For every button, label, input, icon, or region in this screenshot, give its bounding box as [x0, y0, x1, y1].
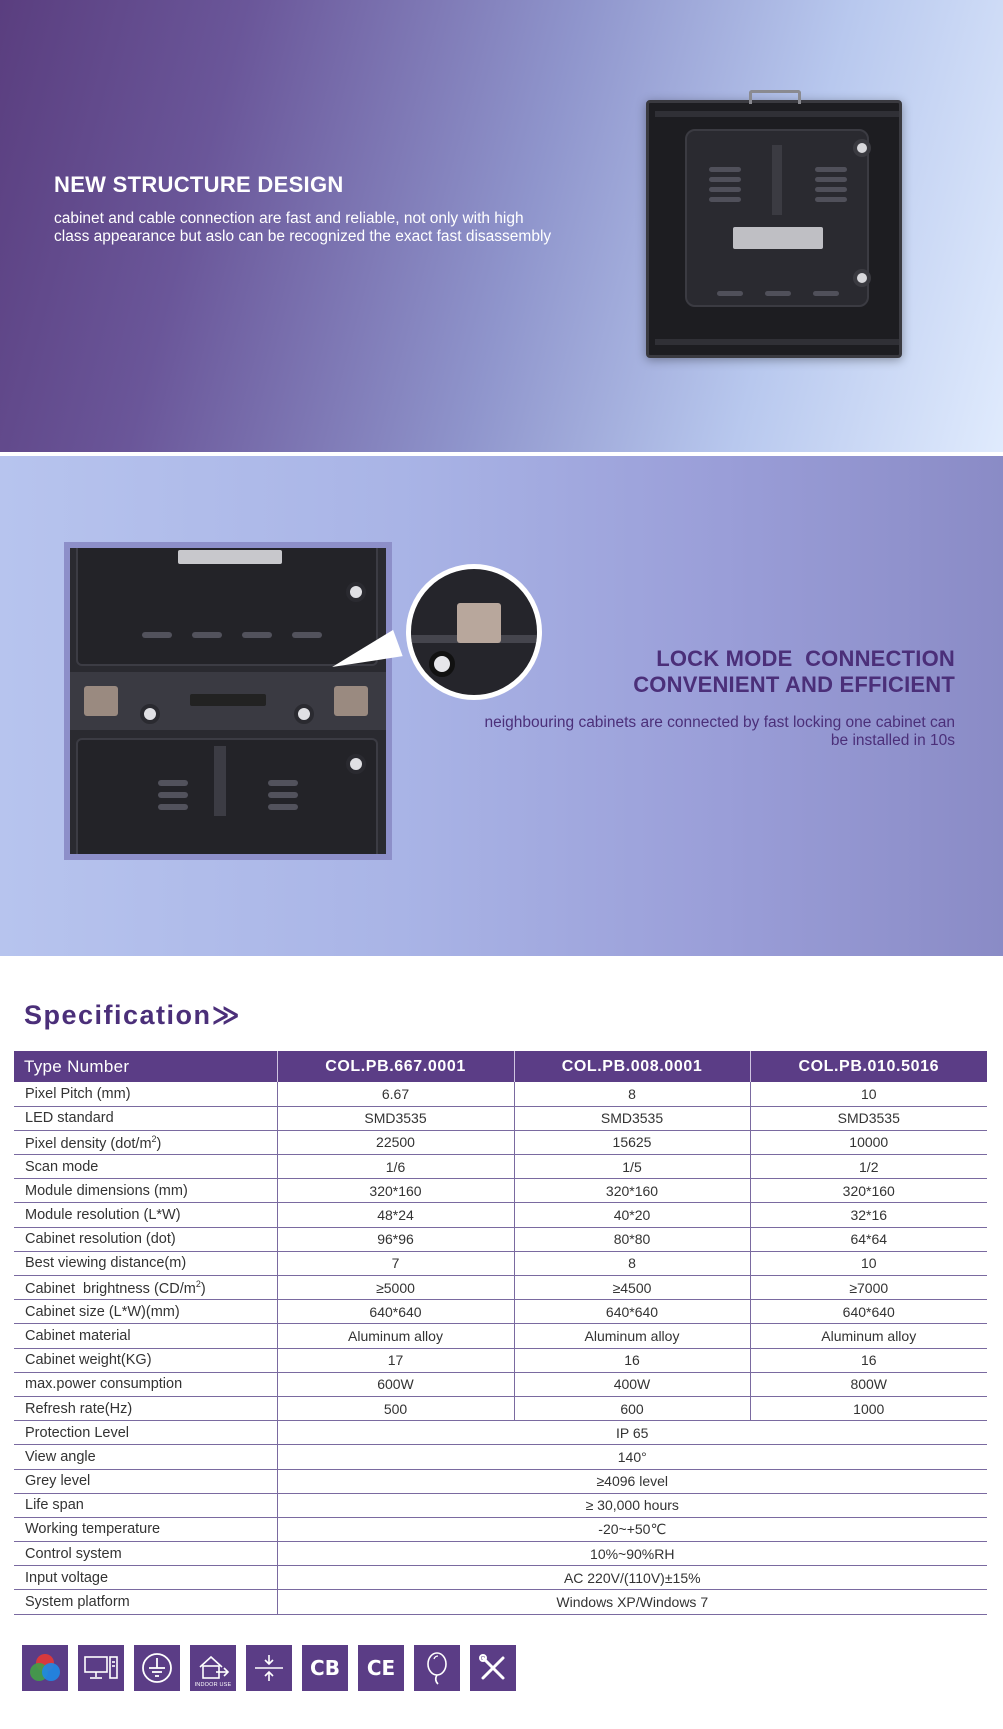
spec-row-value: 600 — [514, 1396, 750, 1420]
cabinet-screw-bottom — [853, 269, 871, 287]
ground-earth-icon — [134, 1645, 180, 1691]
tools-icon — [470, 1645, 516, 1691]
header-model-1: COL.PB.667.0001 — [277, 1051, 514, 1082]
spec-row — [14, 1106, 987, 1130]
spec-row-value: 1/6 — [277, 1155, 514, 1179]
spec-row — [14, 1348, 987, 1372]
spec-row-label: Cabinet material — [14, 1324, 277, 1348]
spec-row-value: 400W — [514, 1372, 750, 1396]
spec-row — [14, 1566, 987, 1590]
spec-row-label: Pixel density $(dot/m^2)$ — [14, 1130, 277, 1154]
spec-row-value: Windows XP/Windows 7 — [277, 1590, 987, 1614]
spec-row-label: Module resolution (L*W) — [14, 1203, 277, 1227]
rgb-color-icon — [22, 1645, 68, 1691]
spec-row-value: 320*160 — [277, 1179, 514, 1203]
cb-label: CB — [310, 1656, 340, 1680]
spec-row-value: ≥4500 — [514, 1276, 750, 1300]
spec-row-value: -20~+50℃ — [277, 1517, 987, 1541]
spec-row-label: max.power consumption — [14, 1372, 277, 1396]
lower-cabinet — [76, 738, 378, 854]
spec-row-value: SMD3535 — [277, 1106, 514, 1130]
cabinet-bottom-rail — [655, 339, 899, 345]
spec-row-label: Cabinet resolution (dot) — [14, 1227, 277, 1251]
spec-row-value: 10%~90%RH — [277, 1542, 987, 1566]
spec-row-value: 16 — [514, 1348, 750, 1372]
spec-row — [14, 1203, 987, 1227]
spec-row — [14, 1590, 987, 1614]
lock-heading-line2: CONVENIENT AND EFFICIENT — [633, 672, 955, 697]
indoor-use-label: INDOOR USE — [194, 1682, 232, 1688]
lock-heading-line1: LOCK MODE CONNECTION — [656, 646, 955, 671]
lock-heading — [435, 646, 955, 698]
spec-row-label: Protection Level — [14, 1421, 277, 1445]
spec-row-value: 15625 — [514, 1130, 750, 1154]
spec-row-value: 64*64 — [750, 1227, 987, 1251]
latch-left — [84, 686, 118, 716]
spec-row-label: Cabinet brightness $(CD/m^2)$ — [14, 1276, 277, 1300]
spec-row-value: 140° — [277, 1445, 987, 1469]
spec-row — [14, 1324, 987, 1348]
spec-row-label: Grey level — [14, 1469, 277, 1493]
spec-row-label: Working temperature — [14, 1517, 277, 1541]
lock-mode-banner — [0, 456, 1003, 956]
spec-row-value: Aluminum alloy — [514, 1324, 750, 1348]
spec-row-label: Best viewing distance(m) — [14, 1251, 277, 1275]
spec-row — [14, 1517, 987, 1541]
spec-row-value: 320*160 — [514, 1179, 750, 1203]
spec-row — [14, 1130, 987, 1154]
lock-bar — [70, 672, 386, 730]
spec-row-value: 800W — [750, 1372, 987, 1396]
spec-row-value: 640*640 — [277, 1300, 514, 1324]
header-model-2: COL.PB.008.0001 — [514, 1051, 750, 1082]
spec-row-value: 600W — [277, 1372, 514, 1396]
spec-row-value: 1/5 — [514, 1155, 750, 1179]
cabinet-connection-photo — [64, 542, 392, 860]
spec-row-value: 96*96 — [277, 1227, 514, 1251]
spec-row-value: 22500 — [277, 1130, 514, 1154]
spec-row-label: Refresh rate(Hz) — [14, 1396, 277, 1420]
spec-row-value: 17 — [277, 1348, 514, 1372]
spec-row — [14, 1179, 987, 1203]
structure-design-banner — [0, 0, 1003, 452]
structure-heading: NEW STRUCTURE DESIGN — [54, 172, 344, 197]
indoor-use-icon — [190, 1645, 236, 1691]
spec-row-value: 640*640 — [750, 1300, 987, 1324]
spec-row-label: View angle — [14, 1445, 277, 1469]
latch-right — [334, 686, 368, 716]
spec-row-value: 80*80 — [514, 1227, 750, 1251]
spec-row-value: ≥7000 — [750, 1276, 987, 1300]
spec-row-value: 10 — [750, 1251, 987, 1275]
spec-row — [14, 1251, 987, 1275]
spec-row-value: SMD3535 — [514, 1106, 750, 1130]
spec-row-value: 40*20 — [514, 1203, 750, 1227]
cabinet-panel — [685, 129, 869, 307]
spec-row — [14, 1542, 987, 1566]
spec-row-value: 640*640 — [514, 1300, 750, 1324]
spec-row-label: LED standard — [14, 1106, 277, 1130]
spec-row-label: Scan mode — [14, 1155, 277, 1179]
spec-row — [14, 1372, 987, 1396]
ce-label: CE — [366, 1656, 396, 1680]
spec-row-value: 10 — [750, 1082, 987, 1106]
upper-cabinet — [76, 548, 378, 666]
feature-icons — [22, 1645, 516, 1691]
cabinet-back-image — [646, 100, 902, 358]
structure-description: cabinet and cable connection are fast and reliable, not only with high class appearance but aslo can be recognized the exact fast disassembly — [54, 210, 552, 245]
spec-row-value: ≥4096 level — [277, 1469, 987, 1493]
spec-row-value: 1/2 — [750, 1155, 987, 1179]
spec-row-label: System platform — [14, 1590, 277, 1614]
display-computer-icon — [78, 1645, 124, 1691]
cabinet-handle — [749, 90, 801, 104]
header-type-number: Type Number — [14, 1051, 277, 1082]
spec-row-value: 500 — [277, 1396, 514, 1420]
spec-row-value: ≥ 30,000 hours — [277, 1493, 987, 1517]
spec-row-label: Life span — [14, 1493, 277, 1517]
spec-row-label: Module dimensions (mm) — [14, 1179, 277, 1203]
spec-row-value: Aluminum alloy — [277, 1324, 514, 1348]
spec-header-row — [14, 1051, 987, 1082]
spec-row-value: SMD3535 — [750, 1106, 987, 1130]
spec-row-label: Pixel Pitch (mm) — [14, 1082, 277, 1106]
spec-row-value: 6.67 — [277, 1082, 514, 1106]
spec-row — [14, 1421, 987, 1445]
cb-certification-icon — [302, 1645, 348, 1691]
spec-row-value: 32*16 — [750, 1203, 987, 1227]
spec-row — [14, 1445, 987, 1469]
spec-row-value: ≥5000 — [277, 1276, 514, 1300]
balloon-icon — [414, 1645, 460, 1691]
spec-row-value: 10000 — [750, 1130, 987, 1154]
spec-row-value: 320*160 — [750, 1179, 987, 1203]
spec-row-value: AC 220V/(110V)±15% — [277, 1566, 987, 1590]
spec-row-value: 1000 — [750, 1396, 987, 1420]
spec-row-label: Cabinet weight(KG) — [14, 1348, 277, 1372]
spec-row-value: 8 — [514, 1082, 750, 1106]
spec-row-value: Aluminum alloy — [750, 1324, 987, 1348]
spec-row-label: Input voltage — [14, 1566, 277, 1590]
spec-row — [14, 1300, 987, 1324]
spec-row-label: Control system — [14, 1542, 277, 1566]
cabinet-label — [733, 227, 823, 249]
spec-row-value: 8 — [514, 1251, 750, 1275]
spec-row — [14, 1469, 987, 1493]
spec-row-value: 16 — [750, 1348, 987, 1372]
spec-row-value: IP 65 — [277, 1421, 987, 1445]
spec-row-value: 7 — [277, 1251, 514, 1275]
spec-row — [14, 1493, 987, 1517]
spec-row — [14, 1396, 987, 1420]
spec-row — [14, 1082, 987, 1106]
spec-row-value: 48*24 — [277, 1203, 514, 1227]
specification-title: Specification≫ — [24, 1000, 242, 1030]
spec-row-label: Cabinet size (L*W)(mm) — [14, 1300, 277, 1324]
specification-table — [14, 1051, 987, 1615]
spec-row — [14, 1227, 987, 1251]
spec-body — [14, 1082, 987, 1614]
ce-certification-icon — [358, 1645, 404, 1691]
header-model-3: COL.PB.010.5016 — [750, 1051, 987, 1082]
cabinet-top-rail — [655, 111, 899, 117]
spec-row — [14, 1155, 987, 1179]
cabinet-screw-top — [853, 139, 871, 157]
voltage-arrows-icon — [246, 1645, 292, 1691]
lock-description: neighbouring cabinets are connected by fast locking one cabinet can be installed in 10s — [484, 714, 955, 749]
spec-row — [14, 1276, 987, 1300]
